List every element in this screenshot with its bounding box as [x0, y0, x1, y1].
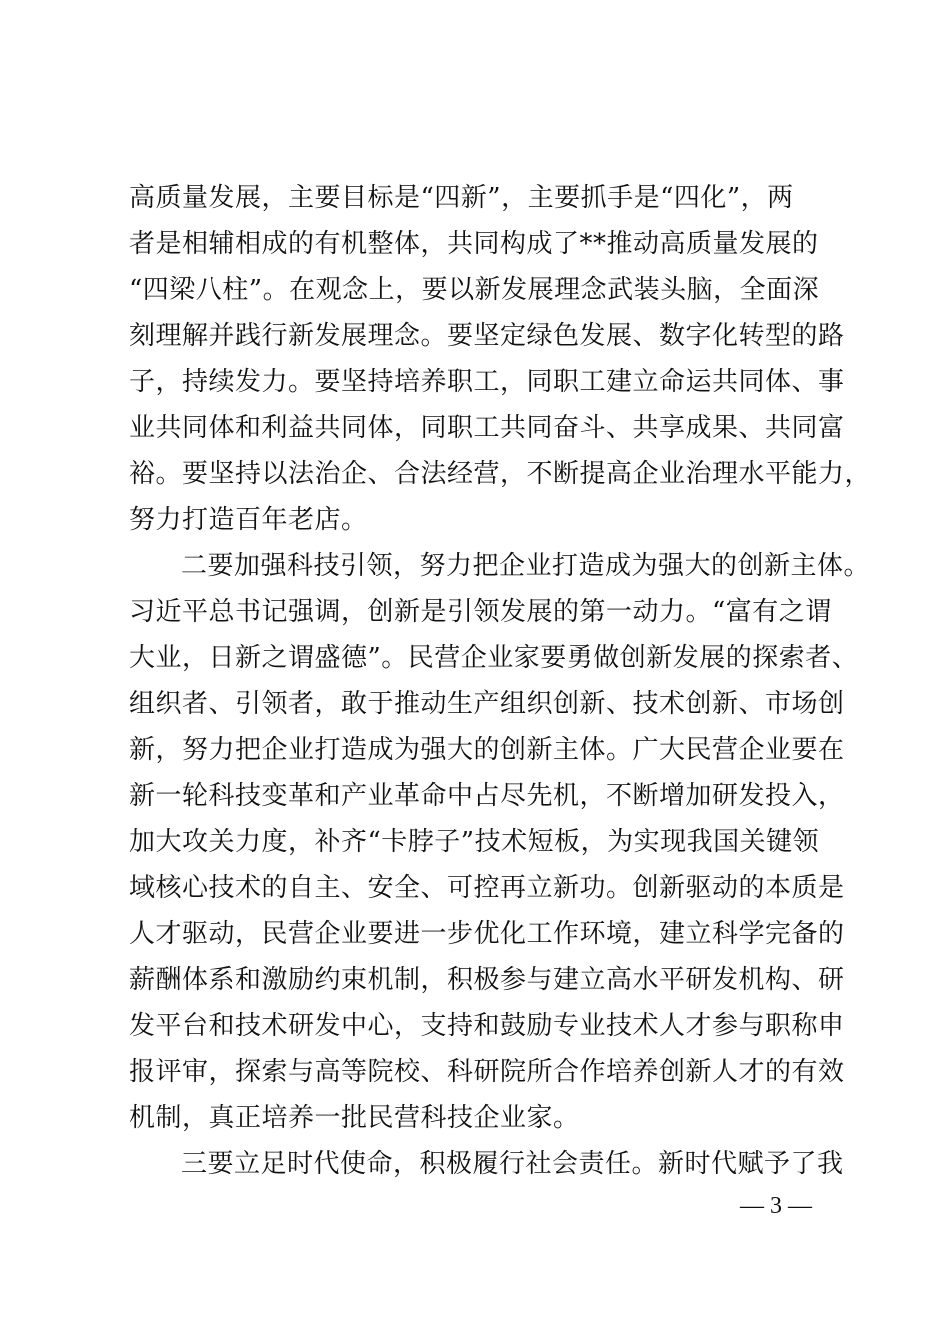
paragraph-1-line-1: 高质量发展，主要目标是“四新”，主要抓手是“四化”，两: [129, 183, 794, 213]
paragraph-1-line-7: 裕。要坚持以法治企、合法经营，不断提高企业治理水平能力，: [129, 459, 872, 489]
paragraph-2-line-6: 新一轮科技变革和产业革命中占尽先机，不断增加研发投入，: [129, 781, 845, 811]
paragraph-2-line-5: 新，努力把企业打造成为强大的创新主体。广大民营企业要在: [129, 735, 845, 765]
paragraph-3-line-1: 三要立足时代使命，积极履行社会责任。新时代赋予了我: [181, 1149, 844, 1179]
paragraph-2-line-11: 发平台和技术研发中心，支持和鼓励专业技术人才参与职称申: [129, 1011, 845, 1041]
paragraph-2-line-1: 二要加强科技引领，努力把企业打造成为强大的创新主体。: [181, 551, 871, 581]
paragraph-2-line-12: 报评审，探索与高等院校、科研院所合作培养创新人才的有效: [129, 1057, 845, 1087]
paragraph-2-line-9: 人才驱动，民营企业要进一步优化工作环境，建立科学完备的: [129, 919, 845, 949]
paragraph-2-line-13: 机制，真正培养一批民营科技企业家。: [129, 1103, 580, 1133]
page-number: — 3 —: [740, 1193, 812, 1219]
paragraph-1-line-2: 者是相辅相成的有机整体，共同构成了**推动高质量发展的: [129, 229, 819, 259]
paragraph-1-line-3: “四梁八柱”。在观念上，要以新发展理念武装头脑，全面深: [129, 275, 820, 305]
paragraph-2-line-4: 组织者、引领者，敢于推动生产组织创新、技术创新、市场创: [129, 689, 845, 719]
paragraph-1-line-5: 子，持续发力。要坚持培养职工，同职工建立命运共同体、事: [129, 367, 845, 397]
paragraph-2-line-7: 加大攻关力度，补齐“卡脖子”技术短板，为实现我国关键领: [129, 827, 820, 857]
paragraph-2-line-8: 域核心技术的自主、安全、可控再立新功。创新驱动的本质是: [129, 873, 845, 903]
paragraph-1-line-6: 业共同体和利益共同体，同职工共同奋斗、共享成果、共同富: [129, 413, 845, 443]
paragraph-2-line-10: 薪酬体系和激励约束机制，积极参与建立高水平研发机构、研: [129, 965, 845, 995]
paragraph-1-line-8: 努力打造百年老店。: [129, 505, 368, 535]
paragraph-2-line-3: 大业，日新之谓盛德”。民营企业家要勇做创新发展的探索者、: [129, 643, 859, 673]
paragraph-2-line-2: 习近平总书记强调，创新是引领发展的第一动力。“富有之谓: [129, 597, 832, 627]
paragraph-1-line-4: 刻理解并践行新发展理念。要坚定绿色发展、数字化转型的路: [129, 321, 845, 351]
